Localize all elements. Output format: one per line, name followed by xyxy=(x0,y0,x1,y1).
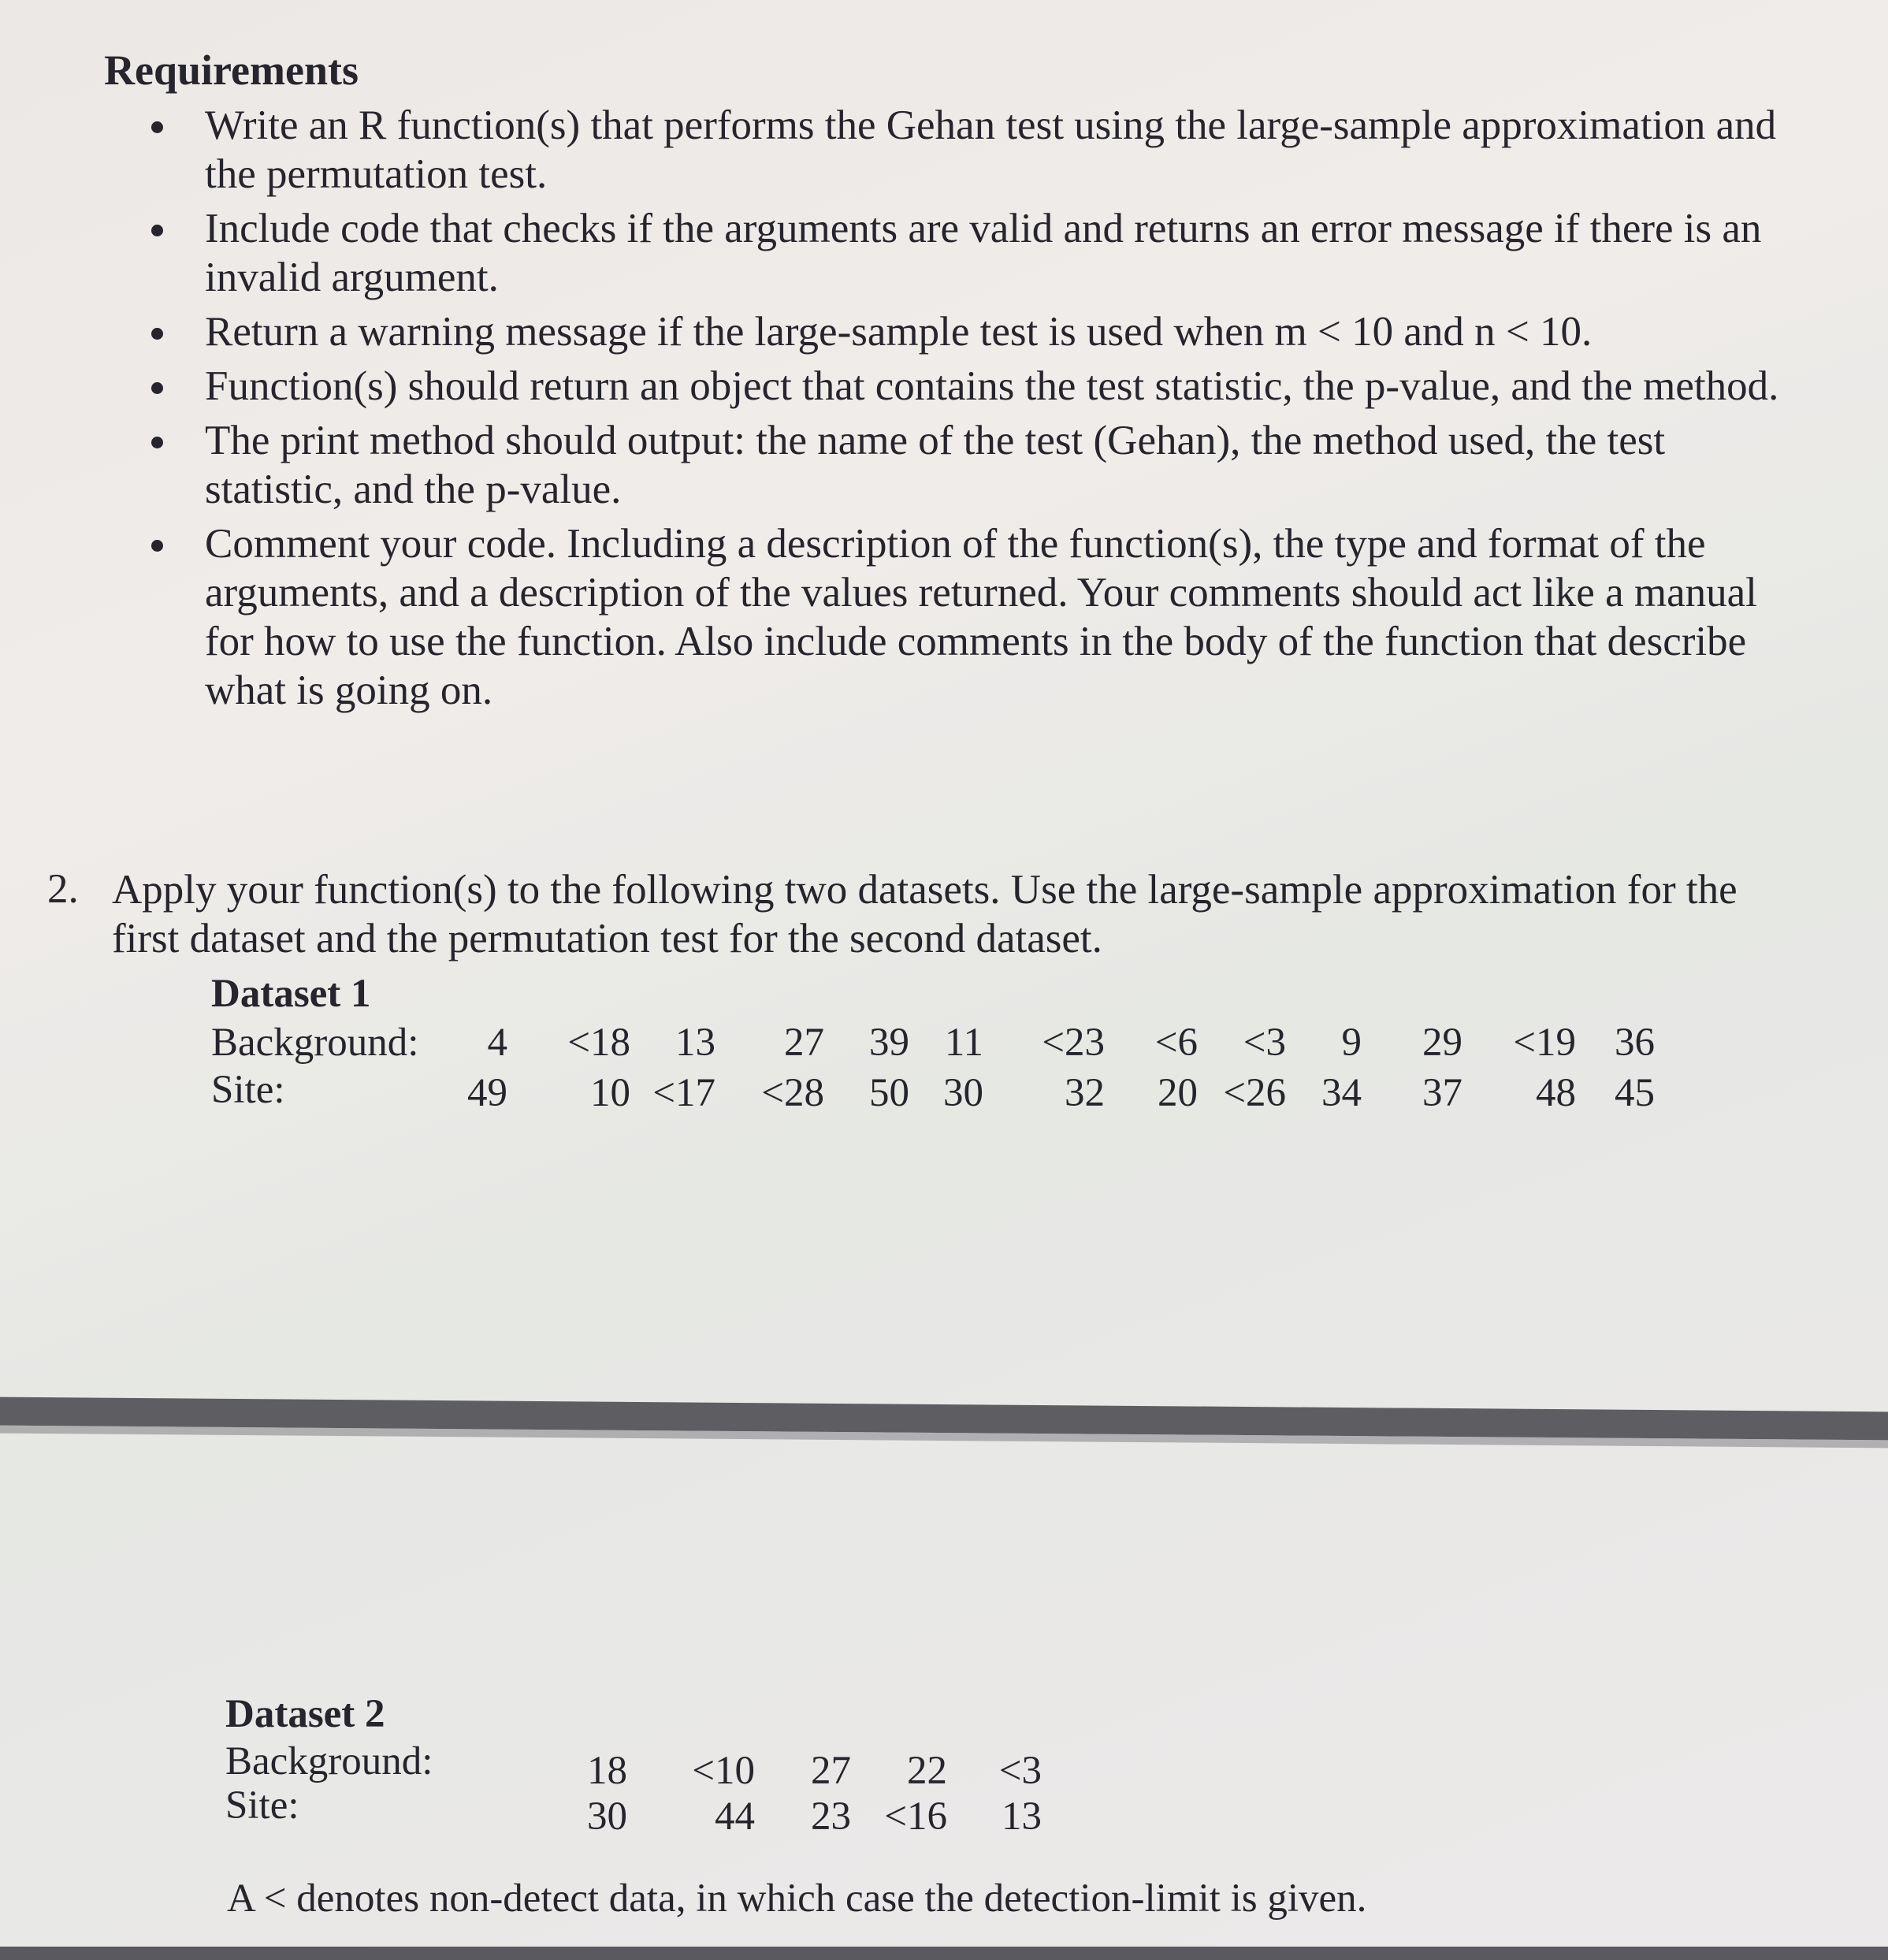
dataset2-site-label: Site: xyxy=(225,1783,299,1828)
dataset2-site-value: 13 xyxy=(1002,1794,1042,1839)
requirement-text: Write an R function(s) that performs the Gehan test using the large-sample approximation and the permutation test. xyxy=(205,102,1777,197)
dataset1-background-value: 29 xyxy=(1422,1021,1462,1065)
requirement-text: Comment your code. Including a description of the function(s), the type and format of the arguments, and a description of the values returned. Your comments should act like a manual for how to use the function. Also include comments in the body of the function that describe what is going on. xyxy=(205,521,1757,713)
dataset1-background-value: <3 xyxy=(1243,1021,1286,1065)
dataset1-site-value: <28 xyxy=(761,1071,824,1115)
dataset2-title: Dataset 2 xyxy=(225,1692,385,1736)
bullet-icon xyxy=(151,382,163,394)
requirement-text: The print method should output: the name of the test (Gehan), the method used, the test statistic, and the p-value. xyxy=(205,418,1666,512)
dataset1-site-value: 30 xyxy=(943,1071,983,1115)
nondetect-note: A < denotes non-detect data, in which case the detection-limit is given. xyxy=(227,1876,1367,1921)
dataset1-site-value: <26 xyxy=(1223,1071,1286,1115)
dataset1-background-value: 27 xyxy=(784,1021,824,1065)
dataset1-title: Dataset 1 xyxy=(211,972,371,1016)
dataset2-background-value: 27 xyxy=(811,1749,851,1793)
bullet-icon xyxy=(151,225,163,236)
dataset1-background-value: <23 xyxy=(1042,1021,1105,1065)
bullet-icon xyxy=(151,121,163,133)
bullet-icon xyxy=(151,437,163,448)
dataset1-background-value: 9 xyxy=(1341,1021,1362,1065)
requirement-text: Include code that checks if the arguments are valid and returns an error message if there is an invalid argument. xyxy=(205,206,1762,300)
dataset2-background-value: 18 xyxy=(587,1749,627,1793)
dataset2-background-value: 22 xyxy=(907,1749,947,1793)
bullet-icon xyxy=(151,540,163,552)
requirements-list xyxy=(151,101,1790,720)
dataset2-background-label: Background: xyxy=(225,1739,433,1783)
requirement-item xyxy=(151,416,1790,514)
dataset1-site-value: 45 xyxy=(1615,1071,1655,1115)
dataset1-site-value: 34 xyxy=(1321,1071,1362,1115)
requirement-item xyxy=(151,362,1790,411)
dataset2-background-value: <3 xyxy=(998,1749,1042,1793)
dataset1-site-value: 32 xyxy=(1065,1071,1105,1115)
bullet-icon xyxy=(151,328,163,340)
requirement-item xyxy=(151,307,1790,356)
dataset2-site-value: <16 xyxy=(884,1794,947,1839)
dataset1-background-value: <6 xyxy=(1154,1021,1198,1065)
dataset1-background-value: <18 xyxy=(567,1021,630,1065)
screen-bottom-edge xyxy=(0,1947,1888,1960)
dataset1-background-label: Background: xyxy=(211,1021,419,1065)
requirement-text: Function(s) should return an object that contains the test statistic, the p-value, and the method. xyxy=(205,363,1779,409)
requirement-text: Return a warning message if the large-sample test is used when m < 10 and n < 10. xyxy=(205,309,1593,355)
requirement-item xyxy=(151,204,1790,302)
dataset1-site-value: 49 xyxy=(467,1071,507,1115)
requirement-item xyxy=(151,101,1790,199)
dataset1-site-value: 20 xyxy=(1158,1071,1198,1115)
dataset1-site-label: Site: xyxy=(211,1068,285,1112)
dataset2-site-value: 44 xyxy=(715,1794,755,1839)
question-text: Apply your function(s) to the following two datasets. Use the large-sample approximation for the first dataset and the permutation test for the second dataset. xyxy=(112,867,1737,961)
dataset1-background-value: 4 xyxy=(487,1021,507,1065)
dataset1-background-value: 13 xyxy=(675,1021,715,1065)
dataset1-site-value: 10 xyxy=(590,1071,630,1115)
dataset2-site-value: 23 xyxy=(811,1794,851,1839)
dataset1-background-value: <19 xyxy=(1513,1021,1576,1065)
dataset1-background-value: 11 xyxy=(944,1021,983,1065)
requirements-title: Requirements xyxy=(104,46,359,94)
question-number: 2. xyxy=(47,866,79,912)
dataset2-site-value: 30 xyxy=(587,1794,627,1839)
dataset1-site-value: <17 xyxy=(652,1071,715,1115)
dataset1-site-value: 50 xyxy=(869,1071,909,1115)
dataset1-background-value: 39 xyxy=(869,1021,909,1065)
dataset1-background-value: 36 xyxy=(1615,1021,1655,1065)
dataset1-site-value: 37 xyxy=(1422,1071,1462,1115)
dataset1-site-value: 48 xyxy=(1536,1071,1576,1115)
dataset2-background-value: <10 xyxy=(692,1749,755,1793)
requirement-item xyxy=(151,519,1790,715)
